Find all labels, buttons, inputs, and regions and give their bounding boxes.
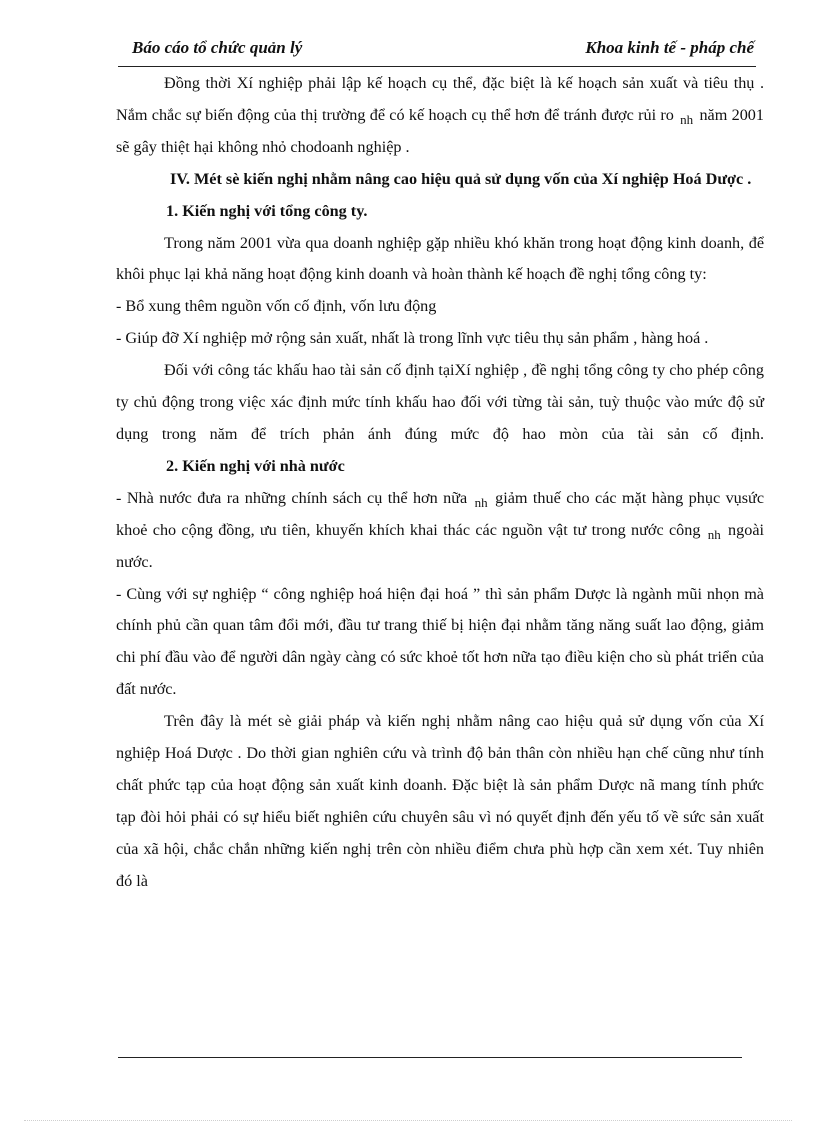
paragraph-difficulties: Trong năm 2001 vừa qua doanh nghiệp gặp nhiều khó khăn trong hoạt động kinh doanh, để khôi phục lại khả năng hoạt động kinh doanh và hoàn thành kế hoạch đề nghị tổng công ty: [116, 233, 764, 284]
paragraph-text: năm 2001 sẽ gây thiệt hại không nhỏ chodoanh nghiệp . [116, 105, 764, 156]
footer-rule [118, 1057, 742, 1058]
list-item-state-policy [116, 483, 764, 579]
section-heading-recommendations: IV. Mét sè kiến nghị nhằm nâng cao hiệu quả sử dụng vốn của Xí nghiệp Hoá Dược . [170, 169, 752, 188]
header-faculty-name: Khoa kinh tế - pháp chế [585, 38, 754, 57]
header-report-title: Báo cáo tổ chức quản lý [132, 38, 303, 57]
paragraph-text: - Nhà nước đưa ra những chính sách cụ thể hơn nữa [116, 488, 468, 507]
page-bottom-border [24, 1120, 792, 1121]
list-item: - Giúp đỡ Xí nghiệp mở rộng sản xuất, nhất là trong lĩnh vực tiêu thụ sản phẩm , hàng hoá . [116, 329, 709, 348]
paragraph-conclusion: Trên đây là mét sè giải pháp và kiến nghị nhằm nâng cao hiệu quả sử dụng vốn của Xí nghiệp Hoá Dược . Do thời gian nghiên cứu và trình độ bản thân còn nhiều hạn chế cũng như tính chất phức tạp của hoạt động sản xuất kinh doanh. Đặc biệt là sản phẩm Dược nã mang tính phức tạp đòi hỏi phải có sự hiểu biết nghiên cứu chuyên sâu vì nó quyết định đến yếu tố về sức sản xuất của xã hội, chắc chắn những kiến nghị trên còn nhiều điểm chưa phù hợp cần xem xét. Tuy nhiên đó là [116, 712, 764, 890]
subheading-corporation: 1. Kiến nghị với tổng công ty. [166, 201, 368, 220]
subscript-fragment: nh [474, 494, 488, 510]
document-body [116, 68, 764, 898]
paragraph-text: ngoài nước. [116, 520, 764, 571]
paragraph-plan-risk [116, 68, 764, 164]
list-item-industrialization: - Cùng với sự nghiệp “ công nghiệp hoá hiện đại hoá ” thì sản phẩm Dược là ngành mũi nhọn mà chính phủ cần quan tâm đổi mới, đầu tư trang thiế bị hiện đại nhằm tăng năng suất lao động, giảm chi phí đầu vào để người dân ngày càng có sức khoẻ tốt hơn nữa tạo điều kiện cho sù phát triển của đất nước. [116, 584, 764, 699]
subscript-fragment: nh [680, 111, 694, 127]
list-item: - Bổ xung thêm nguồn vốn cố định, vốn lưu động [116, 297, 437, 316]
paragraph-text: giảm thuế cho các mặt hàng phục vụsức khoẻ cho cộng đồng, ưu tiên, khuyến khích khai thác các nguồn vật tư trong nước công [116, 488, 765, 539]
subscript-fragment: nh [707, 526, 721, 542]
paragraph-depreciation: Đối với công tác khấu hao tài sản cố định tạiXí nghiệp , đề nghị tổng công ty cho phép công ty chủ động trong việc xác định mức tính khấu hao đối với từng tài sản, tuỳ thuộc vào mức độ sử dụng trong năm để trích phản ánh đúng mức độ hao mòn của tài sản cố định. [116, 361, 764, 443]
subheading-state: 2. Kiến nghị với nhà nước [166, 456, 345, 475]
paragraph-text: Đồng thời Xí nghiệp phải lập kế hoạch cụ thể, đặc biệt là kế hoạch sản xuất và tiêu thụ . Nắm chắc sự biến động của thị trường để có kế hoạch cụ thể hơn để tránh được rủi ro [116, 74, 764, 124]
page-header [118, 38, 756, 67]
